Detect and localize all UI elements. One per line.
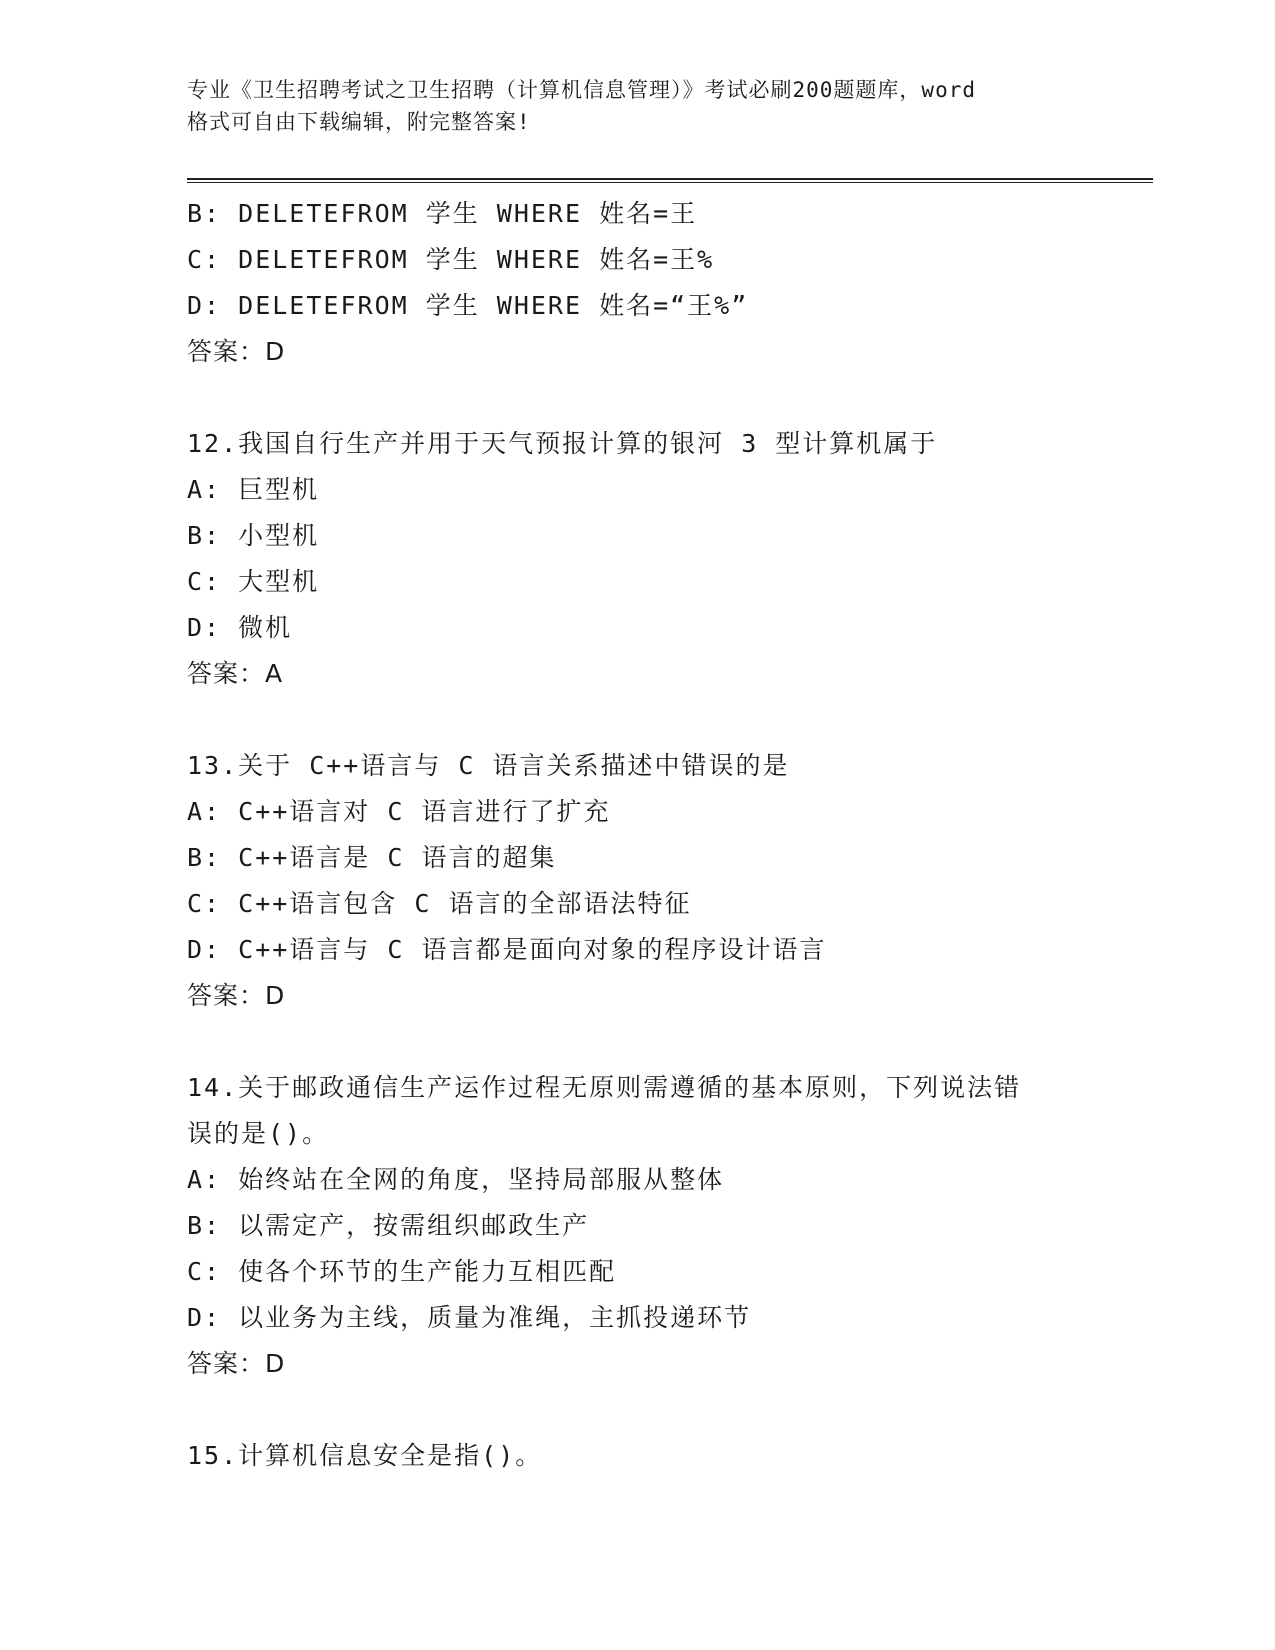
- question-14: [187, 1065, 1087, 1387]
- question-stem-line-1: 14.关于邮政通信生产运作过程无原则需遵循的基本原则，下列说法错: [187, 1073, 1022, 1102]
- question-stem: 15.计算机信息安全是指()。: [187, 1441, 543, 1470]
- option-d: D: C++语言与 C 语言都是面向对象的程序设计语言: [187, 935, 827, 964]
- spacer: [187, 375, 1087, 421]
- question-stem: 13.关于 C++语言与 C 语言关系描述中错误的是: [187, 751, 790, 780]
- option-c: C: 大型机: [187, 567, 320, 596]
- question-15: [187, 1433, 1087, 1479]
- spacer: [187, 1387, 1087, 1433]
- option-c: C: C++语言包含 C 语言的全部语法特征: [187, 889, 692, 918]
- spacer: [187, 1019, 1087, 1065]
- option-c: C: 使各个环节的生产能力互相匹配: [187, 1257, 617, 1286]
- answer-line: 答案：D: [187, 1349, 286, 1378]
- option-d: D: DELETEFROM 学生 WHERE 姓名=“王%”: [187, 291, 749, 320]
- option-b: B: 以需定产，按需组织邮政生产: [187, 1211, 590, 1240]
- option-b: B: DELETEFROM 学生 WHERE 姓名=王: [187, 199, 698, 228]
- answer-line: 答案：D: [187, 337, 286, 366]
- answer-line: 答案：A: [187, 659, 284, 688]
- header-title-line-2: 格式可自由下载编辑，附完整答案!: [187, 110, 531, 134]
- question-11-continuation: [187, 191, 1087, 375]
- option-a: A: C++语言对 C 语言进行了扩充: [187, 797, 611, 826]
- question-stem: 12.我国自行生产并用于天气预报计算的银河 3 型计算机属于: [187, 429, 938, 458]
- answer-line: 答案：D: [187, 981, 286, 1010]
- option-b: B: C++语言是 C 语言的超集: [187, 843, 557, 872]
- option-c: C: DELETEFROM 学生 WHERE 姓名=王%: [187, 245, 715, 274]
- header-title-line-1: 专业《卫生招聘考试之卫生招聘（计算机信息管理）》考试必刷200题题库，word: [187, 78, 976, 102]
- option-d: D: 微机: [187, 613, 293, 642]
- page-header: [187, 74, 1087, 138]
- option-a: A: 巨型机: [187, 475, 320, 504]
- option-b: B: 小型机: [187, 521, 320, 550]
- option-a: A: 始终站在全网的角度，坚持局部服从整体: [187, 1165, 725, 1194]
- spacer: [187, 697, 1087, 743]
- question-12: [187, 421, 1087, 697]
- option-d: D: 以业务为主线，质量为准绳，主抓投递环节: [187, 1303, 752, 1332]
- question-list: [187, 191, 1087, 1479]
- question-13: [187, 743, 1087, 1019]
- question-stem-line-2: 误的是()。: [187, 1119, 330, 1148]
- header-divider: [187, 178, 1153, 183]
